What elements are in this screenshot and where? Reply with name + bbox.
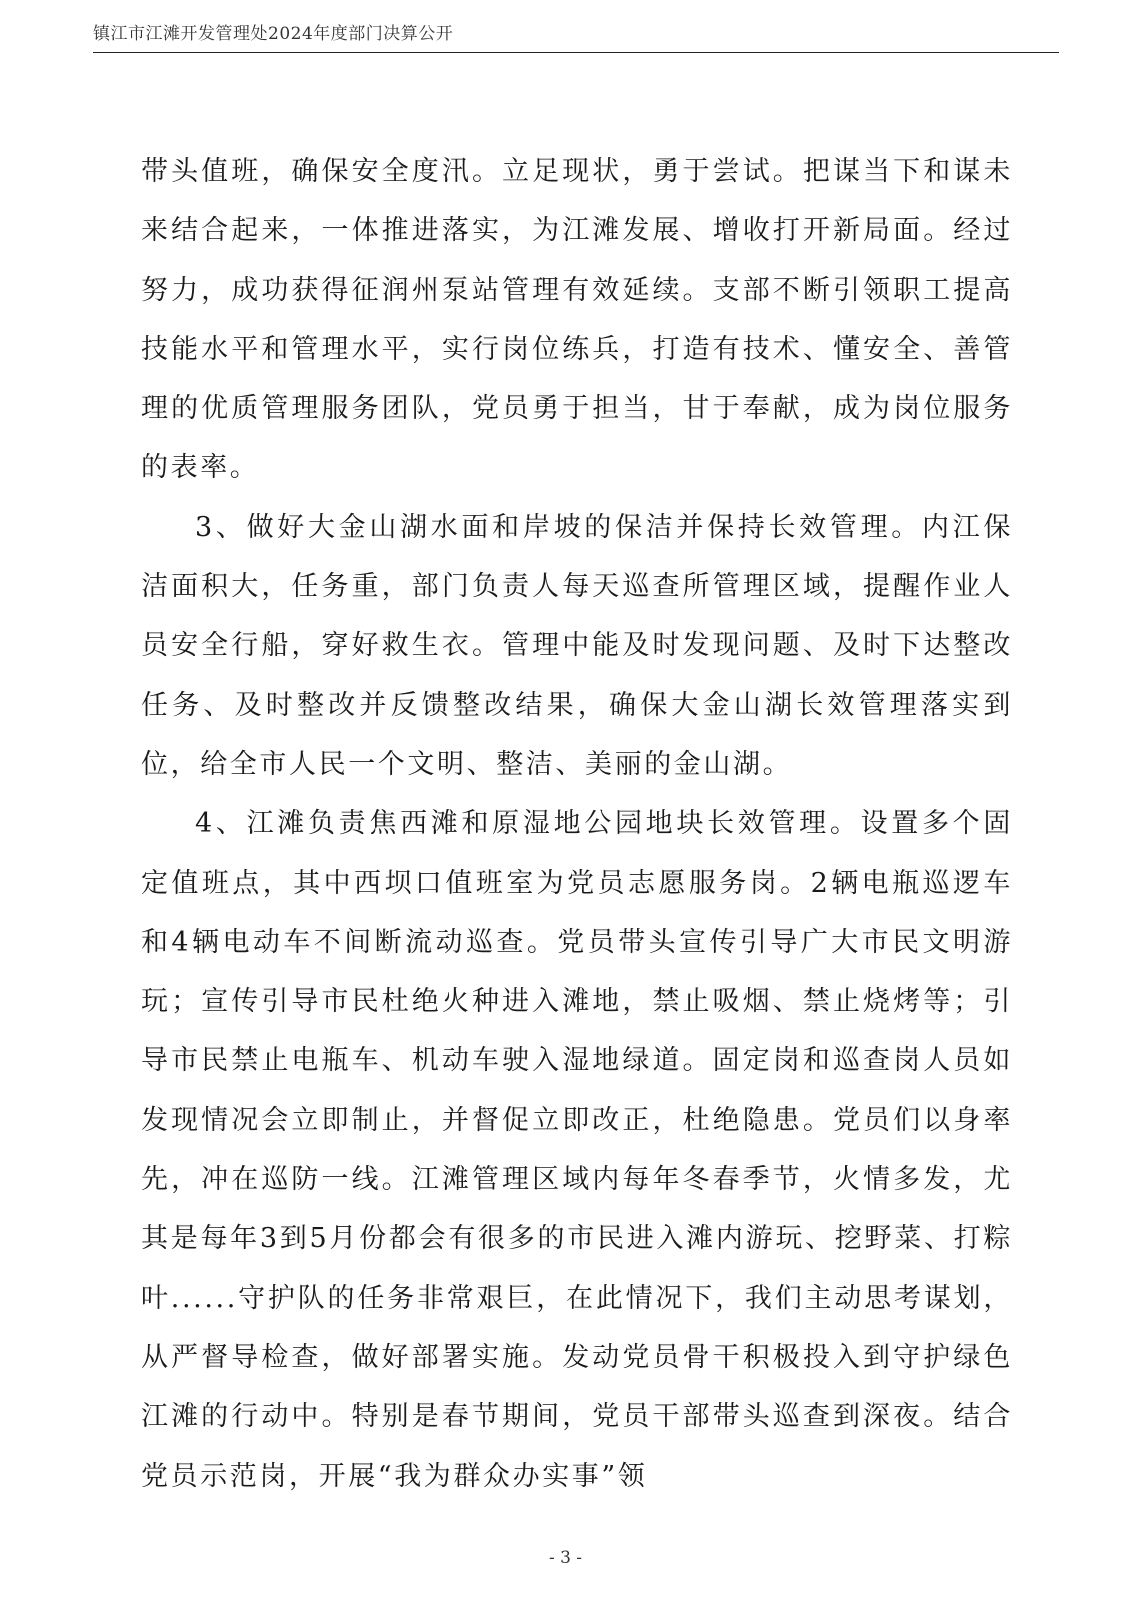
header-divider	[93, 52, 1059, 53]
paragraph-item-3: 3、做好大金山湖水面和岸坡的保洁并保持长效管理。内江保洁面积大，任务重，部门负责人每天巡查所管理区域，提醒作业人员安全行船，穿好救生衣。管理中能及时发现问题、及时下达整改任务、及时整改并反馈整改结果，确保大金山湖长效管理落实到位，给全市人民一个文明、整洁、美丽的金山湖。	[141, 511, 1013, 780]
page-header-title: 镇江市江滩开发管理处2024年度部门决算公开	[93, 24, 454, 44]
paragraph-item-4: 4、江滩负责焦西滩和原湿地公园地块长效管理。设置多个固定值班点，其中西坝口值班室为党员志愿服务岗。2辆电瓶巡逻车和4辆电动车不间断流动巡查。党员带头宣传引导广大市民文明游玩；宣传引导市民杜绝火种进入滩地，禁止吸烟、禁止烧烤等；引导市民禁止电瓶车、机动车驶入湿地绿道。固定岗和巡查岗人员如发现情况会立即制止，并督促立即改正，杜绝隐患。党员们以身率先，冲在巡防一线。江滩管理区域内每年冬春季节，火情多发，尤其是每年3到5月份都会有很多的市民进入滩内游玩、挖野菜、打粽叶......守护队的任务非常艰巨，在此情况下，我们主动思考谋划，从严督导检查，做好部署实施。发动党员骨干积极投入到守护绿色江滩的行动中。特别是春节期间，党员干部带头巡查到深夜。结合党员示范岗，开展“我为群众办实事”领	[141, 808, 1013, 1492]
paragraph-continuation: 带头值班，确保安全度汛。立足现状，勇于尝试。把谋当下和谋未来结合起来，一体推进落实，为江滩发展、增收打开新局面。经过努力，成功获得征润州泵站管理有效延续。支部不断引领职工提高技能水平和管理水平，实行岗位练兵，打造有技术、懂安全、善管理的优质管理服务团队，党员勇于担当，甘于奉献，成为岗位服务的表率。	[141, 156, 1013, 484]
document-body	[141, 142, 1013, 1506]
page-number: - 3 -	[548, 1548, 583, 1568]
